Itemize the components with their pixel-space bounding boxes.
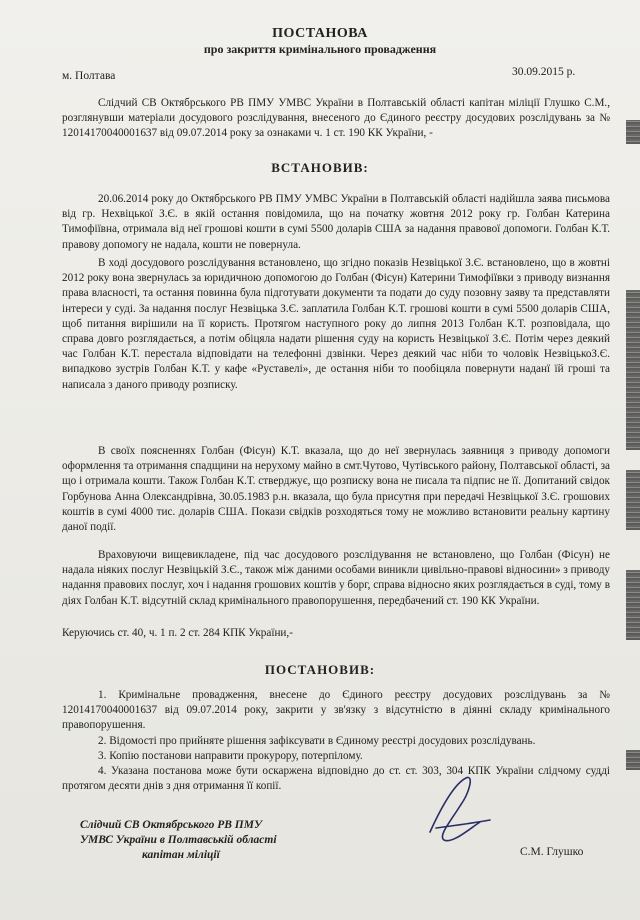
- redaction-mark: [626, 290, 640, 450]
- decided-heading: ПОСТАНОВИВ:: [264, 662, 376, 677]
- decision-item: 2. Відомості про прийняте рішення зафіксувати в Єдиному реєстрі досудових розслідувань.: [98, 734, 536, 747]
- decisions-list: [62, 688, 610, 794]
- signature-line: УМВС України в Полтавській області: [80, 834, 277, 846]
- decision-item: 3. Копію постанови направити прокурору, потерпілому.: [98, 749, 363, 762]
- body-paragraph: В ході досудового розслідування встановлено, що згідно показів Незвіцької З.Є. встановлено, що в жовтні 2012 року вона звернулась за юридичною допомогою до Голбан (Фісун) Катерини Тимофіївки з приводу визнання права власності, та остання повинна була підготувати документи та подати до суду позовну заяву та представляти інтереси у суді. За надання послуг Незвіцька З.Є. заплатила Голбан К.Т. грошові кошти в сумі 5500 доларів США, щоб питання вирішили на її користь. Протягом наступного року до липня 2013 Голбан К.Т. розповідала, що справа довго розглядається, а потім обіцяла надати рішення суду на користь Незвіцької З.Є. Потім через деякий час Голбан К.Т. перестала відповідати на телефонні дзвінки. Через деякий час ніби то чоловік НезвіцькоЗ.Є. випадково зустрів Голбан К.Т. у кафе «Руставелі», де остання ніби то пообіцяла повернути наданї їй гроші та написала з даного приводу розписку.: [62, 257, 610, 391]
- redaction-mark: [626, 750, 640, 770]
- established-heading: ВСТАНОВИВ:: [271, 160, 369, 175]
- signatory-name: С.М. Глушко: [520, 846, 584, 858]
- body-paragraph: Враховуючи вищевикладене, під час досудового розслідування не встановлено, що Голбан (Фісун) не надала ніяких послуг Незвіцькій З.Є., також між даними особами виникли цивільно-правові відносини» з приводу надання правових послуг, хоч і надання грошових коштів у борг, справа відносно яких розглядається в суді, тому в діях Голбан К.Т. відсутній склад кримінального правопорушення, передбачений ст. 190 КК України.: [62, 549, 610, 607]
- guided-by-block: [62, 626, 610, 641]
- body-paragraph: В своїх поясненнях Голбан (Фісун) К.Т. вказала, що до неї звернулась заявниця з приводу допомоги оформлення та отримання спадщини на нерухому майно в смт.Чутово, Чутівського району, Полтавської області, за що і отримала кошти. Також Голбан К.Т. стверджує, що розписку вона не писала та підпис не її. Допитаний свідок Горбунова Анна Олександрівна, 30.05.1983 р.н. вказала, що була присутня при передачі Незвіцької З.Є. грошових коштів в сумі 4000 тис. доларів США. Покази свідків розходяться тому не можливо встановити реальну картину даної події.: [62, 445, 610, 534]
- signature-block: [80, 818, 277, 863]
- document-city: м. Полтава: [62, 70, 116, 82]
- handwritten-signature: [410, 770, 500, 850]
- document-title: ПОСТАНОВА: [272, 26, 368, 41]
- decision-item: 4. Указана постанова може бути оскаржена відповідно до ст. ст. 303, 304 КПК України слідчому судді протягом десяти днів з дня отримання її копії.: [62, 765, 610, 793]
- redaction-mark: [626, 120, 640, 144]
- document-date: 30.09.2015 р.: [512, 66, 576, 78]
- paragraph-2-block: [62, 256, 610, 393]
- guided-by-text: Керуючись ст. 40, ч. 1 п. 2 ст. 284 КПК України,-: [62, 627, 293, 639]
- signature-line: капітан міліції: [142, 849, 220, 861]
- redaction-mark: [626, 570, 640, 640]
- document-subtitle: про закриття кримінального провадження: [203, 42, 437, 56]
- intro-block: [62, 96, 610, 142]
- paragraph-3-block: [62, 444, 610, 535]
- body-paragraph: 20.06.2014 року до Октябрського РВ ПМУ УМВС України в Полтавській області надійшла заява письмова від гр. Нехвіцької З.Є. в якій остання повідомила, що на початку жовтня 2012 року гр. Голбан Катерина Тимофіївна, отримала від неї грошові кошти в сумі 5500 доларів США за надання правової допомоги. Голбан К.Т. правову допомогу не надала, кошти не повернула.: [62, 193, 610, 251]
- intro-paragraph: Слідчий СВ Октябрського РВ ПМУ УМВС України в Полтавській області капітан міліції Глушко С.М., розглянувши матеріали досудового розслідування, внесеного до Єдиного реєстру досудових розслідувань за № 12014170040001637 від 09.07.2014 року за ознаками ч. 1 ст. 190 КК України, -: [62, 97, 610, 140]
- paragraph-4-block: [62, 548, 610, 609]
- redaction-mark: [626, 470, 640, 530]
- paragraph-1-block: [62, 192, 610, 253]
- decision-item: 1. Кримінальне провадження, внесене до Єдиного реєстру досудових розслідувань за № 12014170040001637 від 09.07.2014 року, закрити у зв'язку з відсутністю в діянні складу кримінального правопорушення.: [62, 689, 610, 732]
- signature-line: Слідчий СВ Октябрського РВ ПМУ: [80, 819, 262, 831]
